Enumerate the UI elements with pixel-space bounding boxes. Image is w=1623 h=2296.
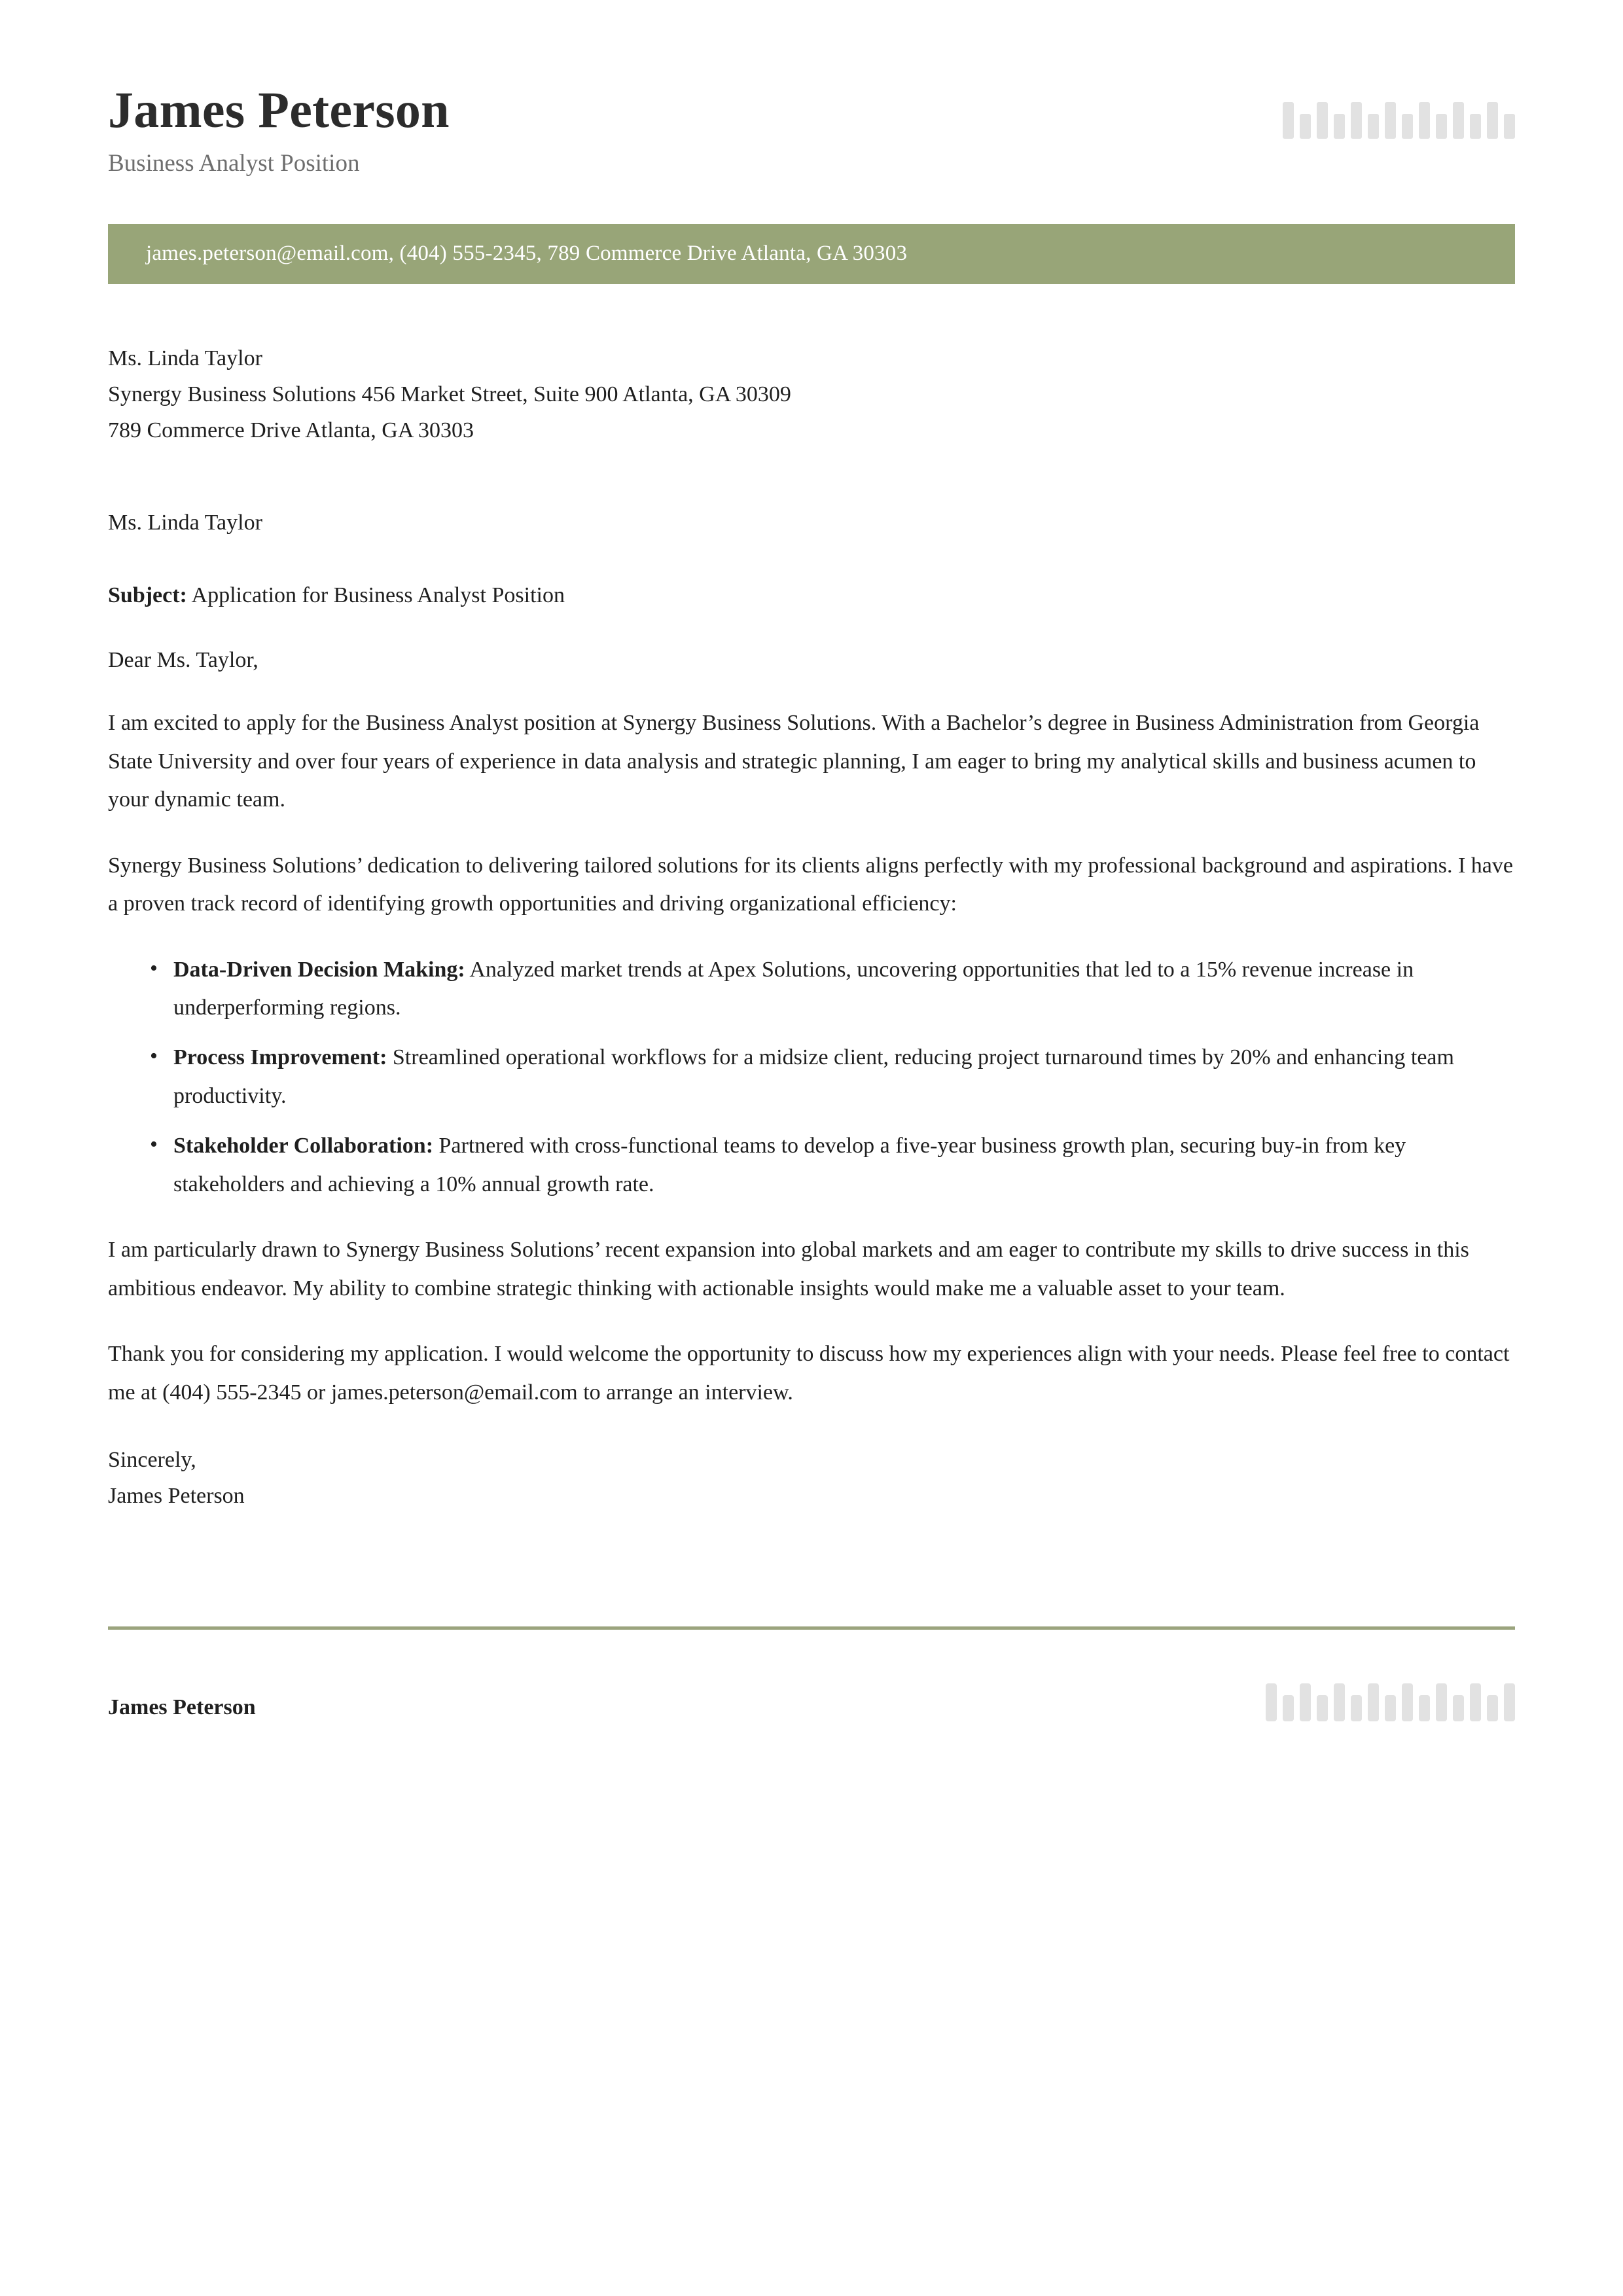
decoration-bar	[1351, 102, 1362, 139]
sign-off: Sincerely,	[108, 1448, 196, 1473]
decoration-bar	[1419, 1695, 1430, 1721]
signature-name: James Peterson	[108, 1484, 245, 1509]
decoration-bar	[1436, 114, 1447, 139]
decoration-bar	[1385, 1695, 1396, 1721]
decoration-bar	[1470, 1683, 1481, 1721]
decoration-bar	[1402, 114, 1413, 139]
decoration-bar	[1419, 102, 1430, 139]
decoration-bar	[1385, 102, 1396, 139]
decoration-bar	[1334, 114, 1345, 139]
sender-address: 789 Commerce Drive Atlanta, GA 30303	[108, 418, 474, 443]
highlight-text: Streamlined operational workflows for a midsize client, reducing project turnaround times by 20% and enhancing team productivity.	[173, 1045, 1454, 1108]
highlight-label: Process Improvement:	[173, 1045, 387, 1070]
decoration-bar	[1351, 1695, 1362, 1721]
subject-label: Subject:	[108, 583, 187, 608]
decoration-bar	[1504, 1683, 1515, 1721]
decoration-bar	[1300, 1683, 1311, 1721]
highlight-text: Analyzed market trends at Apex Solutions, uncovering opportunities that led to a 15% revenue increase in underperforming regions.	[173, 957, 1414, 1020]
bar-chart-decoration-icon	[1283, 98, 1515, 139]
body-paragraph-4: Thank you for considering my application. I would welcome the opportunity to discuss how my experiences align with your needs. Please feel free to contact me at (404) 555-2345 or james.peterson@email.com to arrange an interview.	[108, 1342, 1510, 1405]
body-paragraph-1: I am excited to apply for the Business Analyst position at Synergy Business Solutions. With a Bachelor’s degree in Business Administration from Georgia State University and over four years of experience in data analysis and strategic planning, I am eager to bring my analytical skills and business acumen to your dynamic team.	[108, 711, 1480, 812]
decoration-bar	[1436, 1683, 1447, 1721]
recipient-company-address: Synergy Business Solutions 456 Market Street, Suite 900 Atlanta, GA 30309	[108, 382, 791, 407]
body-paragraph-2: Synergy Business Solutions’ dedication to delivering tailored solutions for its clients aligns perfectly with my professional background and aspirations. I have a proven track record of identifying growth opportunities and driving organizational efficiency:	[108, 853, 1513, 916]
letter-footer	[108, 1626, 1515, 1721]
body-paragraph-3: I am particularly drawn to Synergy Business Solutions’ recent expansion into global markets and am eager to contribute my skills to drive success in this ambitious endeavor. My ability to combine strategic thinking with actionable insights would make me a valuable asset to your team.	[108, 1238, 1469, 1300]
decoration-bar	[1487, 102, 1498, 139]
decoration-bar	[1453, 1695, 1464, 1721]
closing-block	[108, 1442, 1515, 1514]
decoration-bar	[1283, 102, 1294, 139]
decoration-bar	[1368, 1683, 1379, 1721]
addressee-line: Ms. Linda Taylor	[108, 511, 262, 535]
highlight-label: Stakeholder Collaboration:	[173, 1134, 434, 1158]
decoration-bar	[1453, 102, 1464, 139]
decoration-bar	[1266, 1683, 1277, 1721]
decoration-bar	[1368, 114, 1379, 139]
subject-line	[108, 579, 1515, 612]
highlights-list	[108, 951, 1515, 1204]
decoration-bar	[1317, 1695, 1328, 1721]
list-item	[147, 951, 1515, 1028]
highlight-label: Data-Driven Decision Making:	[173, 957, 465, 982]
header-identity	[108, 81, 450, 178]
decoration-bar	[1402, 1683, 1413, 1721]
address-block	[108, 340, 1515, 448]
footer-row	[108, 1681, 1515, 1721]
list-item	[147, 1127, 1515, 1204]
contact-info-bar	[108, 224, 1515, 284]
recipient-name: Ms. Linda Taylor	[108, 346, 262, 370]
decoration-bar	[1504, 114, 1515, 139]
letter-header	[108, 81, 1515, 178]
subject-text: Application for Business Analyst Position	[187, 583, 565, 608]
page-title: James Peterson	[108, 81, 450, 138]
greeting-line: Dear Ms. Taylor,	[108, 648, 259, 673]
bar-chart-decoration-icon	[1266, 1681, 1515, 1721]
contact-info-text: james.peterson@email.com, (404) 555-2345, 789 Commerce Drive Atlanta, GA 30303	[146, 242, 908, 266]
decoration-bar	[1470, 114, 1481, 139]
decoration-bar	[1334, 1683, 1345, 1721]
list-item	[147, 1039, 1515, 1115]
highlight-text: Partnered with cross-functional teams to develop a five-year business growth plan, securing buy-in from key stakeholders and achieving a 10% annual growth rate.	[173, 1134, 1406, 1196]
decoration-bar	[1283, 1695, 1294, 1721]
decoration-bar	[1300, 114, 1311, 139]
role-subtitle: Business Analyst Position	[108, 149, 360, 177]
footer-name: James Peterson	[108, 1695, 256, 1720]
footer-divider	[108, 1626, 1515, 1630]
decoration-bar	[1487, 1695, 1498, 1721]
decoration-bar	[1317, 102, 1328, 139]
